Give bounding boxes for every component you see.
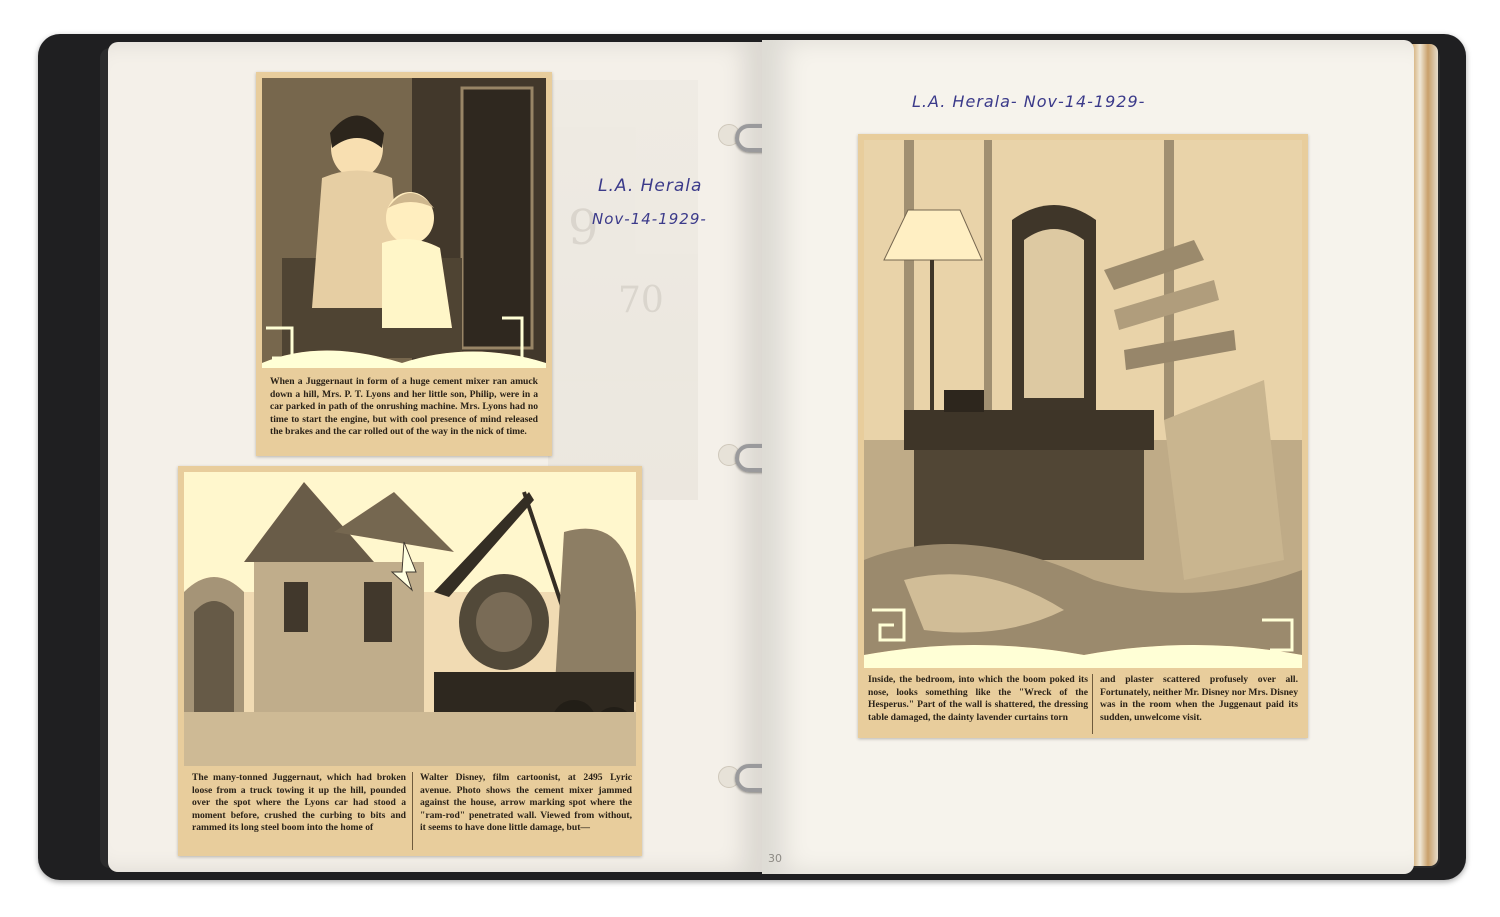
clipping-house-crane — [178, 466, 642, 856]
caption-bedroom-left: Inside, the bedroom, into which the boom poked its nose, looks something like the "Wreck of the Hesperus." Part of the wall is shattered, the dressing table damaged, the dainty lavender curtains torn — [868, 674, 1088, 723]
caption-house-crane-left: The many-tonned Juggernaut, which had broken loose from a truck towing it up the hill, pounded over the spot where the Lyons car had stood a moment before, crushed the curbing to bits and rammed its long steel boom into the home of — [192, 772, 406, 834]
caption-house-crane-right: Walter Disney, film cartoonist, at 2495 Lyric avenue. Photo shows the cement mixer jammed against the house, arrow marking spot where the "ram-rod" penetrated wall. Viewed from without, it seems to have done little damage, but— — [420, 772, 632, 834]
clipping-bedroom — [858, 134, 1308, 738]
caption-column-divider — [412, 772, 413, 850]
clipping-mother-child — [256, 72, 552, 456]
bleed-through-print: 9 70 — [548, 80, 698, 500]
caption-bedroom-right: and plaster scattered profusely over all. Fortunately, neither Mr. Disney nor Mrs. Disney was in the room when the Juggenaut paid its sudden, unwelcome visit. — [1100, 674, 1298, 723]
photo-house-crane — [184, 472, 636, 766]
handwritten-date-line2: Nov-14-1929- — [592, 210, 707, 228]
photo-mother-child — [262, 78, 546, 368]
mother-child-image — [262, 78, 546, 368]
caption-column-divider-bedroom — [1092, 674, 1093, 734]
bedroom-wreck-image — [864, 140, 1302, 668]
photo-bedroom — [864, 140, 1302, 668]
house-crane-image — [184, 472, 636, 766]
handwritten-source-line1: L.A. Herala — [598, 176, 703, 196]
page-number: 30 — [768, 852, 782, 865]
caption-mother-child: When a Juggernaut in form of a huge cement mixer ran amuck down a hill, Mrs. P. T. Lyons and her little son, Philip, were in a car parked in path of the onrushing machine. Mrs. Lyons had no time to start the engine, but with cool presence of mind released the brakes and the car rolled out of the way in the nick of time. — [270, 376, 538, 438]
handwritten-source-date: L.A. Herala- Nov-14-1929- — [912, 92, 1146, 111]
